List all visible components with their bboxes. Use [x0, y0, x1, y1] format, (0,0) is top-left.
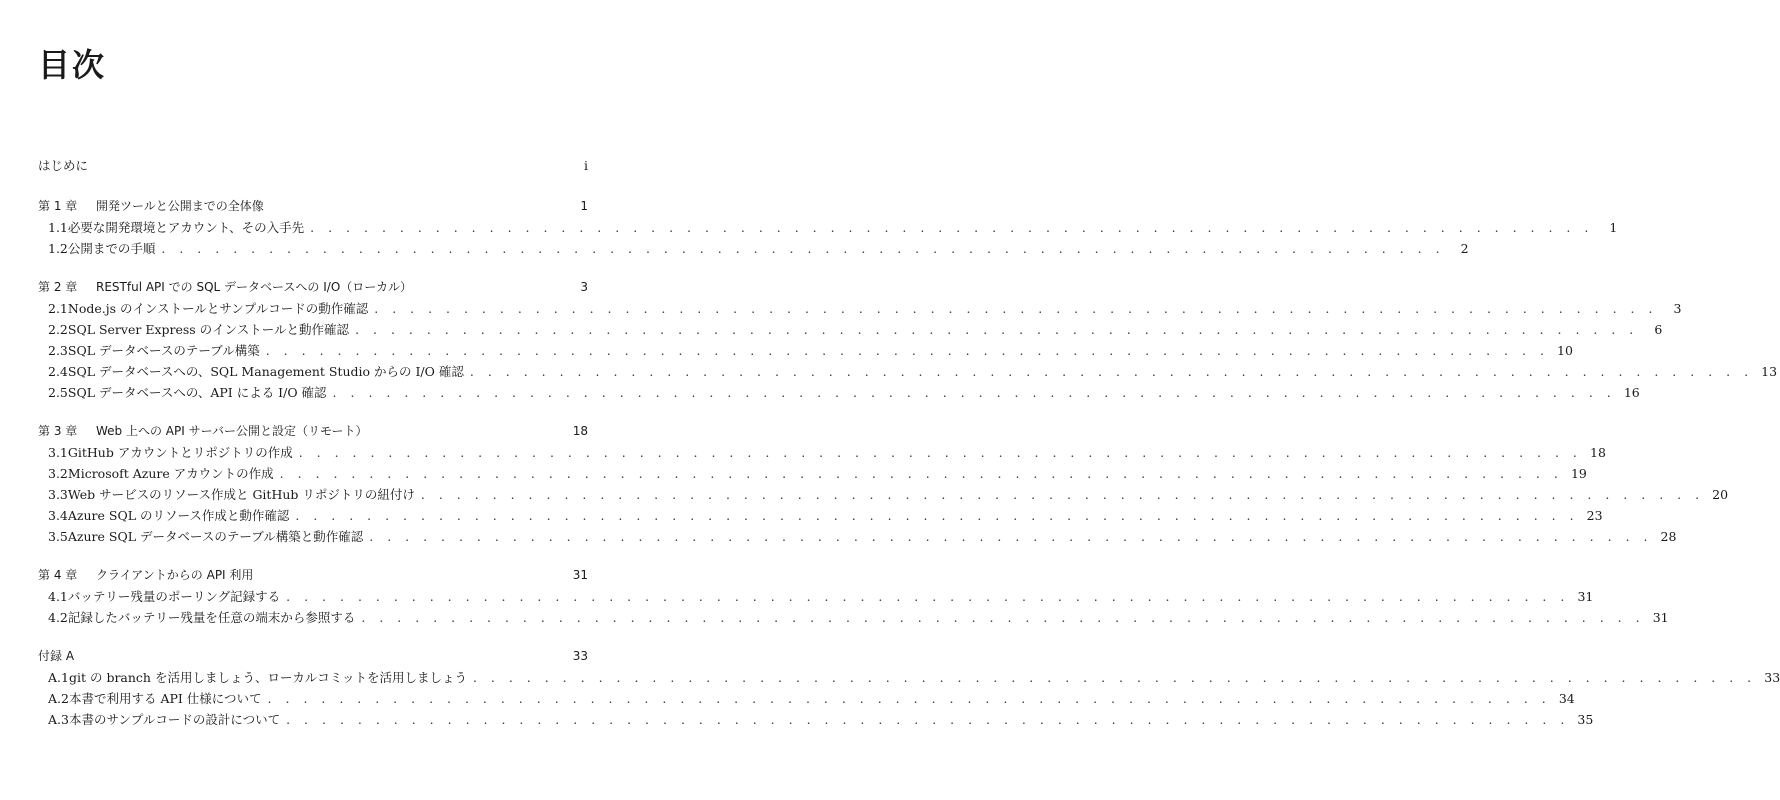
toc-page-number: 1 [580, 199, 588, 213]
dot-leader [374, 301, 1657, 316]
toc-entry-intro[interactable] [38, 156, 588, 177]
toc-section-2-1[interactable] [38, 299, 1682, 320]
toc-section-4-1[interactable] [38, 587, 1594, 608]
toc-page-number: 16 [1623, 385, 1640, 400]
chapter-block [38, 566, 1669, 629]
toc-section-label: SQL データベースのテーブル構築 [67, 343, 260, 358]
toc-page-number: 34 [1558, 691, 1575, 706]
chapter-block [38, 647, 1780, 731]
toc-section-3-5[interactable] [38, 527, 1677, 548]
toc-page-number: 35 [1577, 712, 1594, 727]
toc-section-3-1[interactable] [38, 443, 1606, 464]
toc-page-number: 18 [572, 424, 588, 438]
toc-section-label: バッテリー残量のポーリング記録する [67, 589, 281, 604]
dot-leader [369, 529, 1652, 544]
dot-leader [161, 241, 1444, 256]
toc-chapter-number: 第 2 章 [38, 280, 78, 294]
toc-section-label: Node.js のインストールとサンプルコードの動作確認 [67, 301, 369, 316]
toc-chapter-number: 第 1 章 [38, 199, 78, 213]
toc-section-2-2[interactable] [38, 320, 1663, 341]
dot-leader [266, 343, 1549, 358]
dot-leader [280, 466, 1563, 481]
toc-page-number: 33 [572, 649, 588, 663]
toc-section-label: SQL データベースへの、SQL Management Studio からの I/O 確認 [67, 364, 464, 379]
toc-section-1-1[interactable] [38, 218, 1618, 239]
dot-leader [295, 508, 1578, 523]
toc-section-label: 公開までの手順 [67, 241, 156, 256]
toc-section-label: Azure SQL のリソース作成と動作確認 [67, 508, 290, 523]
toc-section-a-2[interactable] [38, 689, 1575, 710]
toc-page-number: 23 [1586, 508, 1603, 523]
toc-section-number: 1.1 [48, 220, 68, 235]
toc-section-2-4[interactable] [38, 362, 1778, 383]
toc-section-number: 1.2 [48, 241, 68, 256]
toc-chapter-number: 第 3 章 [38, 424, 78, 438]
dot-leader [310, 220, 1593, 235]
toc-page-number: 28 [1660, 529, 1677, 544]
toc-chapter-2[interactable] [38, 278, 588, 299]
toc-section-1-2[interactable] [38, 239, 1469, 260]
toc-chapter-number: 第 4 章 [38, 568, 78, 582]
toc-appendix-a[interactable] [38, 647, 588, 668]
toc-page-number: 3 [580, 280, 588, 294]
toc-section-number: 2.5 [48, 385, 68, 400]
toc-section-number: 2.3 [48, 343, 68, 358]
toc-section-label: SQL Server Express のインストールと動作確認 [67, 322, 350, 337]
chapter-block [38, 197, 1618, 260]
toc-section-number: A.3 [48, 712, 69, 727]
page-title: 目次 [38, 46, 107, 84]
toc-chapter-label: 開発ツールと公開までの全体像 [96, 199, 264, 213]
dot-leader [299, 445, 1582, 460]
dot-leader [268, 691, 1551, 706]
toc-section-number: 3.1 [48, 445, 68, 460]
dot-leader [286, 712, 1569, 727]
toc-page-number: 18 [1590, 445, 1606, 460]
dot-leader [470, 364, 1753, 379]
toc-section-number: 2.1 [48, 301, 68, 316]
toc-section-4-2[interactable] [38, 608, 1669, 629]
toc-section-2-3[interactable] [38, 341, 1573, 362]
toc-page-number: 6 [1654, 322, 1663, 337]
toc-section-number: 3.5 [48, 529, 68, 544]
toc-section-3-4[interactable] [38, 506, 1603, 527]
toc-section-number: 3.2 [48, 466, 68, 481]
toc-section-label: Azure SQL データベースのテーブル構築と動作確認 [67, 529, 364, 544]
toc-page-number: 31 [572, 568, 588, 582]
toc-section-number: 3.3 [48, 487, 68, 502]
toc-page-number: 10 [1557, 343, 1573, 358]
toc-page-number: 13 [1761, 364, 1778, 379]
toc-section-number: 4.1 [48, 589, 68, 604]
toc-section-2-5[interactable] [38, 383, 1640, 404]
table-of-contents [38, 156, 1780, 749]
toc-chapter-label: Web 上への API サーバー公開と設定（リモート） [96, 424, 368, 438]
toc-section-number: 2.2 [48, 322, 68, 337]
toc-chapter-1[interactable] [38, 197, 588, 218]
toc-section-3-2[interactable] [38, 464, 1587, 485]
toc-section-label: Web サービスのリソース作成と GitHub リポジトリの紐付け [67, 487, 415, 502]
toc-section-number: A.1 [48, 670, 69, 685]
chapter-block [38, 278, 1778, 404]
toc-chapter-label: RESTful API での SQL データベースへの I/O（ローカル） [96, 280, 413, 294]
toc-page-number: 3 [1673, 301, 1682, 316]
toc-section-label: git の branch を活用しましょう、ローカルコミットを活用しましょう [68, 670, 467, 685]
toc-entry-label: はじめに [38, 158, 89, 173]
toc-page-number: 31 [1577, 589, 1594, 604]
dot-leader [421, 487, 1704, 502]
toc-section-label: 本書で利用する API 仕様について [68, 691, 262, 706]
toc-section-label: 本書のサンプルコードの設計について [68, 712, 281, 727]
toc-section-label: 記録したバッテリー残量を任意の端末から参照する [67, 610, 356, 625]
chapter-block [38, 422, 1729, 548]
toc-section-3-3[interactable] [38, 485, 1729, 506]
toc-section-label: SQL データベースへの、API による I/O 確認 [67, 385, 327, 400]
toc-page-number: 20 [1712, 487, 1729, 502]
toc-page-number: 19 [1570, 466, 1587, 481]
toc-page-number: 1 [1609, 220, 1618, 235]
toc-section-number: A.2 [48, 691, 69, 706]
dot-leader [333, 385, 1616, 400]
toc-page-number: 33 [1764, 670, 1780, 685]
dot-leader [286, 589, 1569, 604]
dot-leader [361, 610, 1644, 625]
toc-chapter-3[interactable] [38, 422, 588, 443]
toc-section-a-1[interactable] [38, 668, 1780, 689]
toc-section-label: 必要な開発環境とアカウント、その入手先 [67, 220, 305, 235]
toc-chapter-number: 付録 A [38, 649, 75, 663]
dot-leader [473, 670, 1756, 685]
dot-leader [355, 322, 1638, 337]
toc-section-label: Microsoft Azure アカウントの作成 [67, 466, 274, 481]
toc-section-number: 4.2 [48, 610, 68, 625]
toc-page-number: 2 [1460, 241, 1469, 256]
toc-chapter-label: クライアントからの API 利用 [96, 568, 254, 582]
toc-section-number: 2.4 [48, 364, 68, 379]
toc-page-number: i [584, 158, 588, 173]
toc-page-number: 31 [1652, 610, 1669, 625]
toc-section-a-3[interactable] [38, 710, 1594, 731]
toc-section-label: GitHub アカウントとリポジトリの作成 [67, 445, 293, 460]
toc-section-number: 3.4 [48, 508, 68, 523]
toc-chapter-4[interactable] [38, 566, 588, 587]
